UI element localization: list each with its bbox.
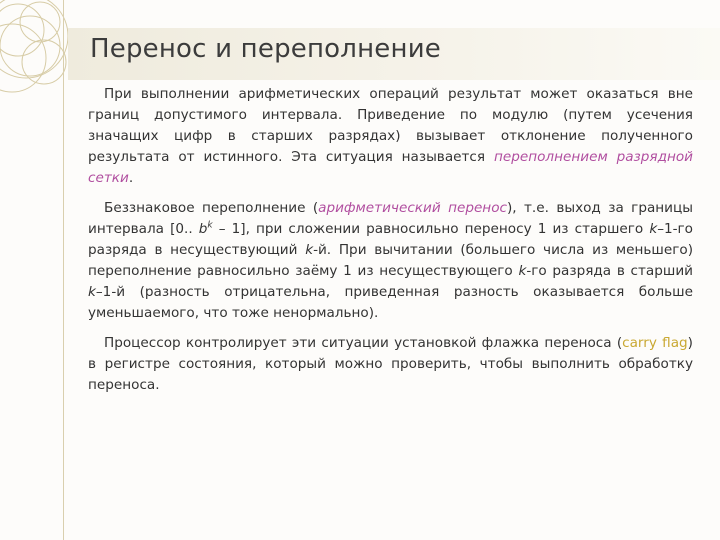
- left-vertical-rule: [63, 0, 64, 540]
- paragraph-1: [88, 84, 693, 189]
- term-overflow: переполнением разрядной сетки: [88, 149, 694, 186]
- var-k: k: [88, 284, 96, 300]
- p3-start: Процессор контролирует эти ситуации установкой флажка переноса (: [104, 335, 623, 351]
- p1-end: .: [128, 170, 134, 186]
- p3-end: ) в регистре состояния, который можно проверить, чтобы выполнить обработку переноса.: [88, 335, 693, 393]
- p2-mid4: -й. При вычитании (большего числа из меньшего) переполнение равносильно заёму 1 из несуществующего: [88, 242, 693, 279]
- var-k: k: [649, 221, 658, 237]
- p1-text: При выполнении арифметических операций результат может оказаться вне границ допустимого интервала. Приведение по модулю (путем усечения значащих цифр в старших разрядах) вызывает отклонение полученного результата от истинного. Эта ситуация называется: [88, 86, 693, 165]
- var-k: k: [305, 242, 314, 258]
- paragraph-2: [88, 198, 693, 324]
- var-b: b: [198, 221, 208, 237]
- slide-body: [88, 84, 693, 405]
- p2-mid3: –1-го разряда в несуществующий: [88, 221, 693, 258]
- paragraph-3: [88, 333, 693, 396]
- slide-title: Перенос и переполнение: [90, 34, 441, 64]
- p2-mid6: –1-й (разность отрицательна, приведенная разность оказывается больше уменьшаемого, что тоже ненормально).: [88, 284, 693, 321]
- p2-mid1: ), т.е. выход за границы интервала [0..: [88, 200, 693, 237]
- var-k-sup: k: [207, 220, 213, 231]
- p2-mid2: – 1], при сложении равносильно переносу 1 из старшего: [212, 221, 650, 237]
- p2-mid5: -го разряда в старший: [526, 263, 693, 279]
- var-k: k: [518, 263, 527, 279]
- p2-start: Беззнаковое переполнение (: [104, 200, 319, 216]
- term-arithmetic-carry: арифметический перенос: [318, 200, 507, 216]
- term-carry-flag: carry flag: [622, 335, 688, 351]
